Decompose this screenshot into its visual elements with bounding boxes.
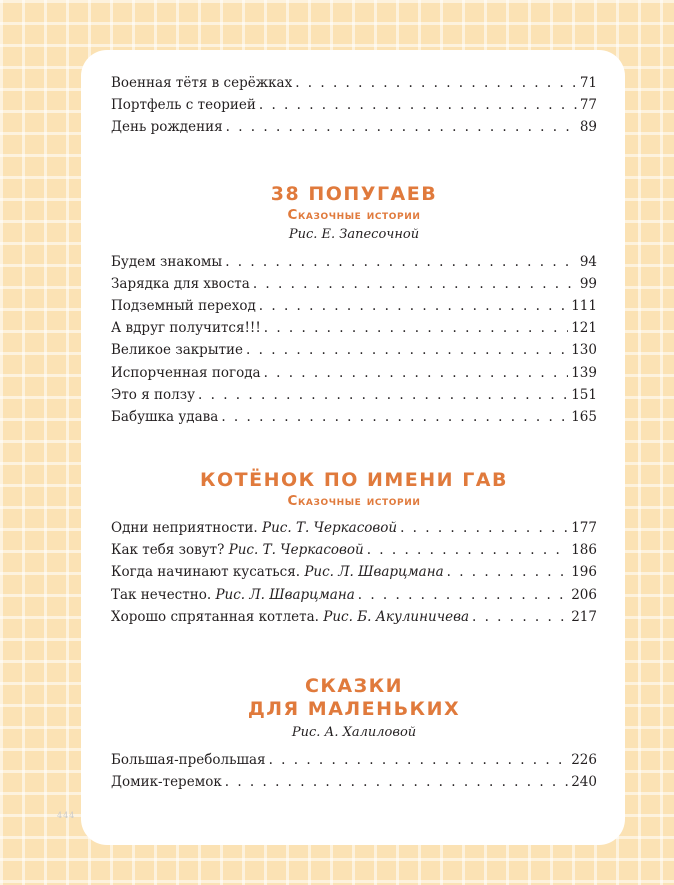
- leader-dots: [472, 609, 568, 625]
- section-skazki-dlya-malenkikh: [111, 675, 597, 796]
- toc-entry-title: Домик-теремок: [111, 774, 222, 791]
- toc-entry[interactable]: [111, 564, 597, 586]
- toc-entry-page: 77: [579, 97, 597, 114]
- intro-entries: [111, 75, 597, 142]
- toc-entry[interactable]: [111, 365, 597, 387]
- table-of-contents: [111, 75, 597, 796]
- leader-dots: [367, 542, 569, 558]
- toc-entry-title: День рождения: [111, 119, 223, 136]
- leader-dots: [198, 387, 568, 403]
- leader-dots: [226, 119, 577, 135]
- toc-entry-page: 196: [571, 564, 597, 581]
- leader-dots: [259, 97, 577, 113]
- leader-dots: [264, 320, 568, 336]
- toc-entry[interactable]: [111, 254, 597, 276]
- leader-dots: [358, 587, 568, 603]
- toc-entry-page: 177: [571, 520, 597, 537]
- toc-entry-illustrator: Рис. Л. Шварцмана: [215, 586, 355, 603]
- toc-entry-page: 99: [579, 275, 597, 292]
- corner-mark: 444: [57, 811, 76, 820]
- toc-entry-illustrator: Рис. Л. Шварцмана: [304, 564, 444, 581]
- toc-entry-page: 94: [579, 253, 597, 270]
- toc-entry-title: Бабушка удава: [111, 408, 219, 425]
- toc-entry-page: 165: [571, 408, 597, 425]
- toc-entry[interactable]: [111, 409, 597, 431]
- section-subtitle: Сказочные истории: [287, 206, 421, 223]
- toc-entry[interactable]: [111, 75, 597, 97]
- toc-entry[interactable]: [111, 752, 597, 774]
- toc-entry[interactable]: [111, 520, 597, 542]
- section-title: КОТЁНОК ПО ИМЕНИ ГАВ: [200, 469, 508, 492]
- toc-entry-page: 226: [571, 752, 597, 768]
- toc-entry-title: Это я ползу: [111, 386, 196, 403]
- contents-card: [81, 50, 625, 845]
- leader-dots: [221, 409, 568, 425]
- toc-entry[interactable]: [111, 609, 597, 631]
- section-illustrator: Рис. Е. Запесочной: [288, 226, 420, 242]
- toc-entry[interactable]: [111, 119, 597, 141]
- toc-entry-page: 71: [579, 75, 597, 91]
- toc-entry-title: Одни неприятности. Рис. Т. Черкасовой: [111, 520, 398, 537]
- leader-dots: [253, 276, 577, 292]
- toc-entry[interactable]: [111, 298, 597, 320]
- leader-dots: [246, 342, 568, 358]
- section-title: 38 ПОПУГАЕВ: [270, 182, 438, 205]
- toc-entry-page: 217: [571, 608, 597, 625]
- toc-entry-page: 206: [571, 586, 597, 603]
- toc-entry-title: Зарядка для хвоста: [111, 275, 250, 292]
- toc-entry-page: 139: [571, 364, 597, 381]
- toc-entry-title: Великое закрытие: [111, 342, 244, 359]
- toc-entry-page: 111: [571, 297, 597, 314]
- toc-entry-page: 186: [571, 542, 597, 559]
- leader-dots: [295, 75, 577, 91]
- section-subtitle: Сказочные истории: [287, 493, 421, 510]
- toc-entry[interactable]: [111, 542, 597, 564]
- toc-entry-title: Так нечестно. Рис. Л. Шварцмана: [111, 586, 355, 603]
- toc-entry-page: 240: [571, 774, 597, 791]
- toc-entry-title: А вдруг получится!!!: [111, 320, 261, 337]
- toc-entry-title: Хорошо спрятанная котлета. Рис. Б. Акулиничева: [111, 608, 469, 625]
- section-38-popugaev: [111, 183, 597, 432]
- leader-dots: [225, 774, 568, 790]
- leader-dots: [447, 564, 569, 580]
- toc-entry-page: 121: [571, 320, 597, 337]
- toc-entry-title: Большая-пребольшая: [111, 752, 266, 768]
- toc-entry[interactable]: [111, 587, 597, 609]
- toc-entry-page: 151: [571, 386, 597, 403]
- section-title-line-2: ДЛЯ МАЛЕНЬКИХ: [247, 698, 461, 720]
- toc-entry[interactable]: [111, 276, 597, 298]
- toc-entry-title: Как тебя зовут? Рис. Т. Черкасовой: [111, 542, 364, 559]
- section-kotenok-gav: [111, 469, 597, 631]
- section-illustrator: Рис. А. Халиловой: [291, 725, 417, 740]
- toc-entry[interactable]: [111, 774, 597, 796]
- leader-dots: [225, 254, 577, 270]
- toc-entry-title: Подземный переход: [111, 297, 256, 314]
- toc-entry-title: Военная тётя в серёжках: [111, 75, 293, 91]
- toc-entry[interactable]: [111, 320, 597, 342]
- toc-entry-title: Когда начинают кусаться. Рис. Л. Шварцмана: [111, 564, 444, 581]
- toc-entry-title: Испорченная погода: [111, 364, 261, 381]
- section-title-line-1: СКАЗКИ: [304, 675, 404, 697]
- leader-dots: [269, 752, 569, 768]
- toc-entry[interactable]: [111, 97, 597, 119]
- toc-entry[interactable]: [111, 387, 597, 409]
- toc-entry[interactable]: [111, 342, 597, 364]
- toc-entry-illustrator: Рис. Т. Черкасовой: [228, 542, 364, 559]
- leader-dots: [259, 298, 568, 314]
- leader-dots: [400, 520, 568, 536]
- leader-dots: [264, 365, 569, 381]
- toc-entry-illustrator: Рис. Т. Черкасовой: [262, 520, 398, 537]
- toc-entry-title: Будем знакомы: [111, 253, 223, 270]
- toc-entry-illustrator: Рис. Б. Акулиничева: [323, 608, 469, 625]
- toc-entry-page: 89: [579, 119, 597, 136]
- toc-entry-page: 130: [571, 342, 597, 359]
- toc-entry-title: Портфель с теорией: [111, 97, 256, 114]
